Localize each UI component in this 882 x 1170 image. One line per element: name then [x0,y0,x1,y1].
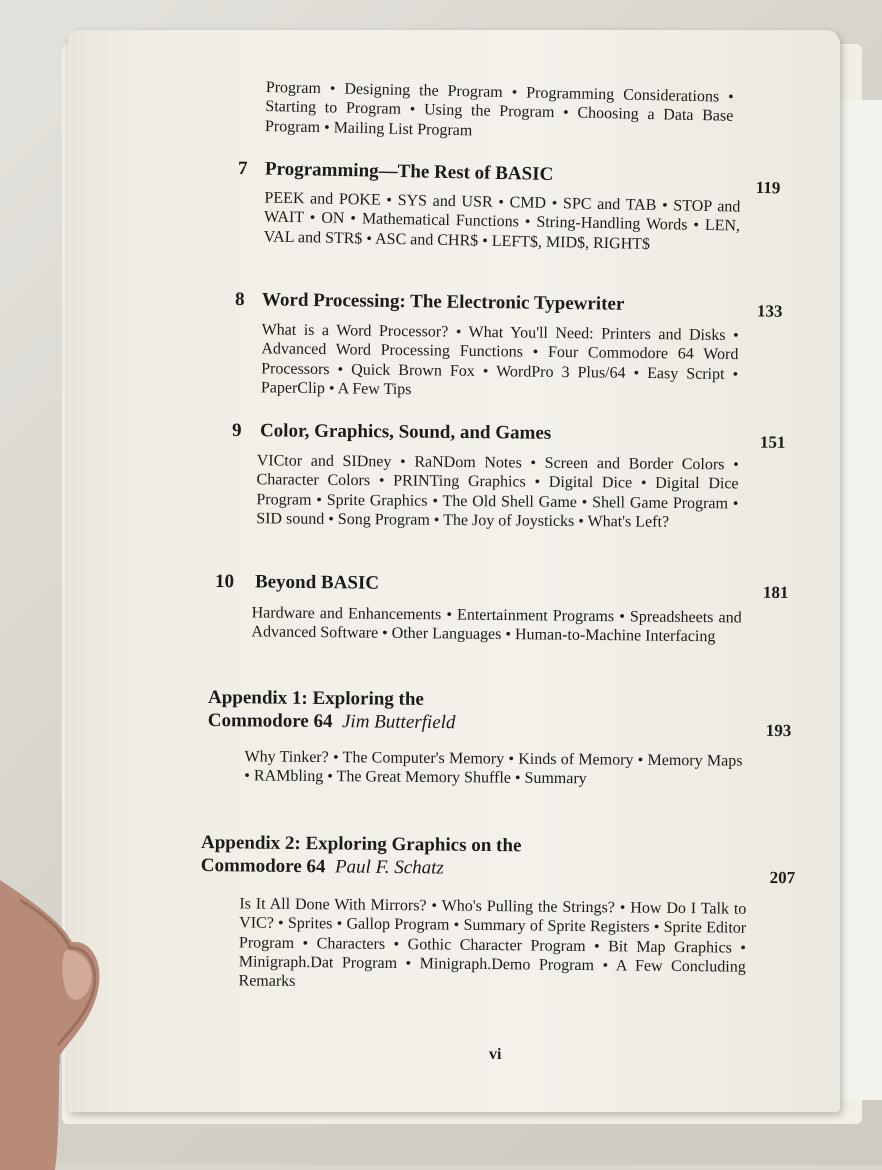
chapter-title: Color, Graphics, Sound, and Games [259,420,552,444]
chapter-title: Programming—The Rest of BASIC [264,158,554,186]
chapter-number: 7 [237,157,248,180]
chapter-number: 9 [231,420,242,442]
page-folio: vi [489,1046,502,1063]
appendix-subject: Commodore 64 [207,709,333,733]
appendix-title-line-2 [201,855,444,880]
chapter-topic-list: Hardware and Enhancements • Entertainment Programs • Spreadsheets and Advanced Software • Other Languages • Human-to-Machine Interfacing [251,604,742,646]
page-number: 193 [765,720,792,741]
thumb [0,880,110,1170]
appendix-author: Jim Butterfield [341,711,456,734]
appendix-title-line-1: Appendix 1: Exploring the [207,687,425,710]
appendix-title-line-2 [208,710,456,734]
chapter-topic-list: PEEK and POKE • SYS and USR • CMD • SPC and TAB • STOP and WAIT • ON • Mathematical Functions • String-Handling Words • LEN, VAL and STR$ • ASC and CHR$ • LEFT$, MID$, RIGHT$ [263,189,741,253]
chapter-number: 8 [234,289,245,311]
chapter-number: 10 [214,571,235,593]
page-number: 181 [762,582,789,603]
continued-topic-list: Program • Designing the Program • Programming Considerations • Starting to Program • Using the Program • Choosing a Data Base Program • Mailing List Program [264,78,734,139]
chapter-topic-list: VICtor and SIDney • RaNDom Notes • Screen and Border Colors • Character Colors • PRINTing Graphics • Digital Dice • Digital Dice Program • Sprite Graphics • The Old Shell Game • Shell Game Program • SID sound • Song Program • The Joy of Joysticks • What's Left? [256,452,739,531]
page-number: 151 [759,432,786,452]
appendix-topic-list: Is It All Done With Mirrors? • Who's Pulling the Strings? • How Do I Talk to VIC? • Sprites • Gallop Program • Summary of Sprite Registers • Sprite Editor Program • Characters • Gothic Character Program • Bit Map Graphics • Minigraph.Dat Program • Minigraph.Demo Program • A Few Concluding Remarks [238,895,747,991]
chapter-title: Word Processing: The Electronic Typewriter [261,289,625,315]
page-number: 207 [769,867,796,888]
appendix-topic-list: Why Tinker? • The Computer's Memory • Kinds of Memory • Memory Maps • RAMbling • The Great Memory Shuffle • Summary [244,748,743,788]
appendix-author: Paul F. Schatz [334,856,445,879]
chapter-title: Beyond BASIC [254,571,380,594]
page-number: 119 [755,177,781,198]
appendix-subject: Commodore 64 [200,854,326,878]
chapter-topic-list: What is a Word Processor? • What You'll Need: Printers and Disks • Advanced Word Processing Functions • Four Commodore 64 Word Processors • Quick Brown Fox • WordPro 3 Plus/64 • Easy Script • PaperClip • A Few Tips [260,321,739,399]
page-number: 133 [756,301,783,321]
appendix-title-line-1: Appendix 2: Exploring Graphics on the [200,832,522,857]
